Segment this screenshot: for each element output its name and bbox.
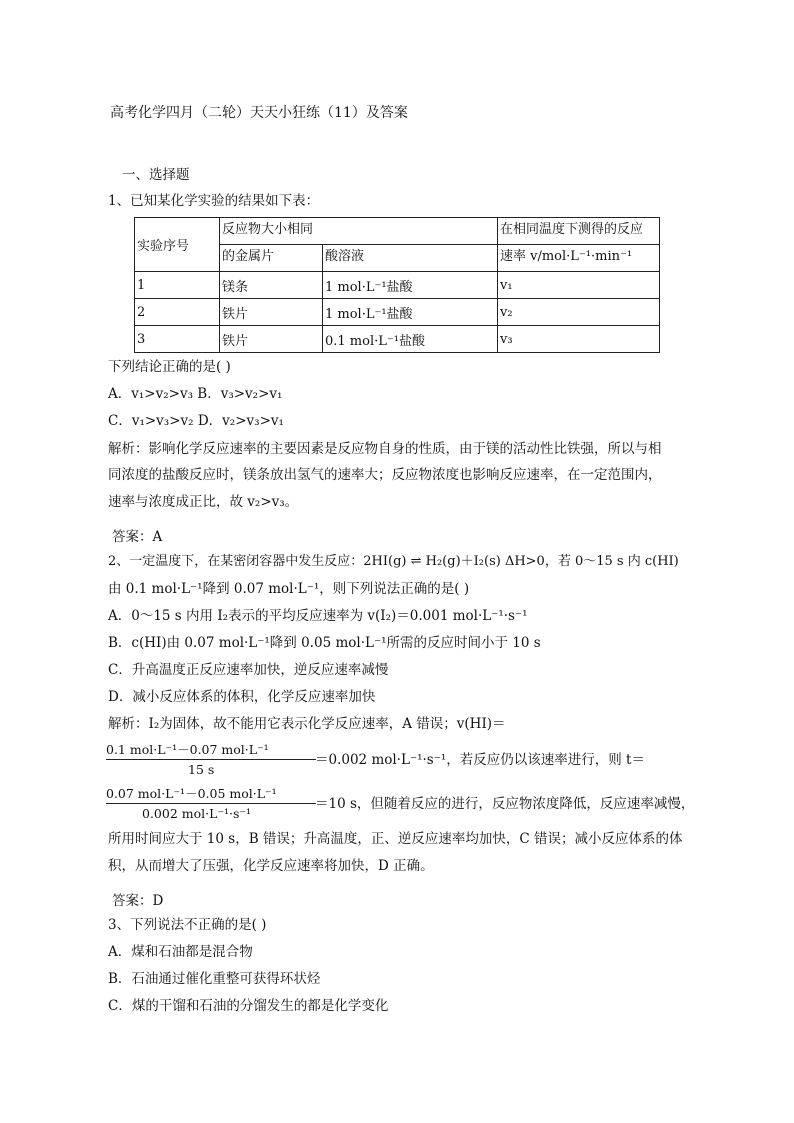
cell-rate: v₃ (498, 326, 660, 353)
fraction-denominator: 15 s (188, 762, 215, 777)
q2-option-a: A．0～15 s 内用 I₂表示的平均反应速率为 v(I₂)＝0.001 mol·L⁻¹·s⁻¹ (108, 608, 528, 624)
q2-analysis-frac1-tail: ＝0.002 mol·L⁻¹·s⁻¹，若反应仍以该速率进行，则 t＝ (315, 752, 645, 768)
header-rate-line1: 在相同温度下测得的反应 (498, 218, 660, 245)
q3-option-b: B．石油通过催化重整可获得环状烃 (108, 971, 321, 987)
cell-seq: 1 (135, 272, 220, 299)
q3-option-a: A．煤和石油都是混合物 (108, 944, 253, 960)
q2-analysis-frac2-tail: ＝10 s，但随着反应的进行，反应物浓度降低，反应速率减慢， (315, 796, 695, 812)
fraction-time (106, 784, 316, 824)
cell-rate: v₁ (498, 272, 660, 299)
q2-option-b: B．c(HI)由 0.07 mol·L⁻¹降到 0.05 mol·L⁻¹所需的反应时间小于 10 s (108, 635, 541, 651)
q2-option-c: C．升高温度正反应速率加快，逆反应速率减慢 (108, 662, 389, 678)
fraction-rate (106, 740, 316, 780)
header-seq: 实验序号 (135, 218, 220, 272)
document-title: 高考化学四月（二轮）天天小狂练（11）及答案 (110, 105, 408, 121)
header-reactant: 反应物大小相同 (220, 218, 498, 245)
fraction-denominator: 0.002 mol·L⁻¹·s⁻¹ (142, 806, 252, 821)
cell-rate: v₂ (498, 299, 660, 326)
cell-metal: 铁片 (220, 299, 323, 326)
fraction-numerator: 0.07 mol·L⁻¹－0.05 mol·L⁻¹ (106, 786, 277, 801)
q1-options-ab: A．v₁>v₂>v₃ B．v₃>v₂>v₁ (108, 386, 283, 402)
q2-analysis-line3: 积，从而增大了压强，化学反应速率将加快，D 正确。 (108, 858, 434, 874)
cell-seq: 3 (135, 326, 220, 353)
q2-analysis-line1: 解析：I₂为固体，故不能用它表示化学反应速率，A 错误；v(HI)＝ (108, 716, 506, 732)
q2-stem-line1: 2、一定温度下，在某密闭容器中发生反应：2HI(g) ⇌ H₂(g)＋I₂(s) ΔH>0，若 0～15 s 内 c(HI) (108, 554, 679, 569)
q3-stem: 3、下列说法不正确的是( ) (108, 917, 267, 933)
table-row (135, 326, 660, 353)
section-heading: 一、选择题 (122, 167, 190, 183)
experiment-table (134, 217, 660, 353)
fraction-bar (106, 759, 316, 760)
cell-metal: 铁片 (220, 326, 323, 353)
q1-analysis-line1: 解析：影响化学反应速率的主要因素是反应物自身的性质，由于镁的活动性比铁强，所以与相 (108, 441, 662, 457)
table-row (135, 299, 660, 326)
cell-metal: 镁条 (220, 272, 323, 299)
cell-acid: 1 mol·L⁻¹盐酸 (323, 272, 498, 299)
table-row (135, 272, 660, 299)
q1-stem: 1、已知某化学实验的结果如下表： (108, 193, 320, 209)
q1-options-cd: C．v₁>v₃>v₂ D．v₂>v₃>v₁ (108, 413, 284, 429)
q2-answer: 答案：D (112, 893, 164, 909)
q1-answer: 答案：A (112, 529, 163, 545)
header-metal: 的金属片 (220, 245, 323, 272)
q3-option-c: C．煤的干馏和石油的分馏发生的都是化学变化 (108, 998, 389, 1014)
cell-acid: 1 mol·L⁻¹盐酸 (323, 299, 498, 326)
fraction-bar (106, 803, 316, 804)
cell-seq: 2 (135, 299, 220, 326)
q2-stem-line2: 由 0.1 mol·L⁻¹降到 0.07 mol·L⁻¹，则下列说法正确的是( ) (108, 581, 470, 597)
q1-prompt: 下列结论正确的是( ) (108, 359, 231, 375)
q2-option-d: D．减小反应体系的体积，化学反应速率加快 (108, 689, 376, 705)
q1-analysis-line3: 速率与浓度成正比，故 v₂>v₃。 (108, 494, 299, 510)
q1-analysis-line2: 同浓度的盐酸反应时，镁条放出氢气的速率大；反应物浓度也影响反应速率，在一定范围内， (108, 467, 662, 483)
fraction-numerator: 0.1 mol·L⁻¹－0.07 mol·L⁻¹ (106, 742, 269, 757)
cell-acid: 0.1 mol·L⁻¹盐酸 (323, 326, 498, 353)
q2-analysis-line2: 所用时间应大于 10 s，B 错误；升高温度，正、逆反应速率均加快，C 错误；减小反应体系的体 (108, 831, 683, 847)
header-acid: 酸溶液 (323, 245, 498, 272)
header-rate-line2: 速率 v/mol·L⁻¹·min⁻¹ (498, 245, 660, 272)
